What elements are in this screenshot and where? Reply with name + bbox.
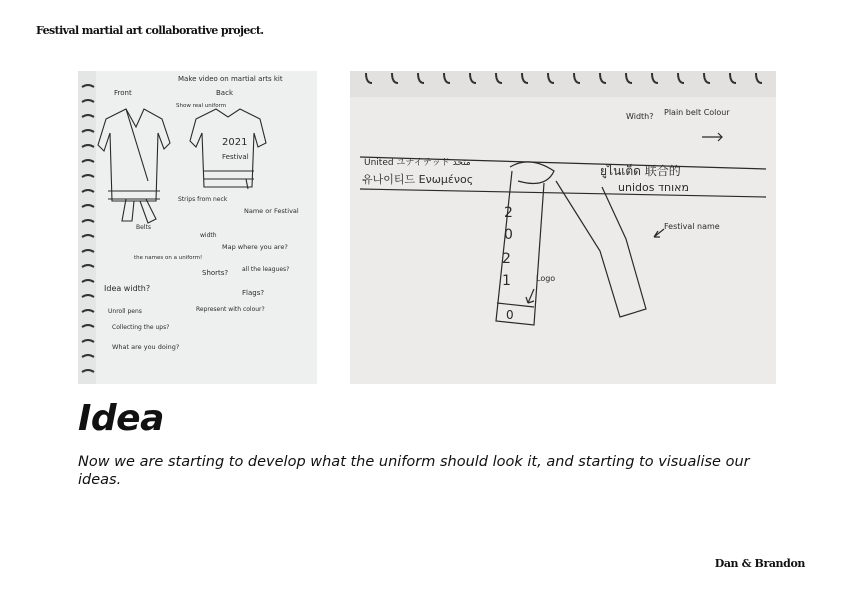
belt-sketch-drawing xyxy=(350,71,776,384)
svg-text:Show real uniform: Show real uniform xyxy=(176,103,227,109)
svg-text:0: 0 xyxy=(506,308,514,322)
svg-text:Logo: Logo xyxy=(536,274,556,283)
svg-text:What are you doing?: What are you doing? xyxy=(112,343,180,351)
svg-text:Front: Front xyxy=(114,89,132,97)
svg-text:유나이티드 Ενωμένος: 유나이티드 Ενωμένος xyxy=(362,173,474,186)
svg-text:Unroll pens: Unroll pens xyxy=(108,308,142,315)
svg-text:Flags?: Flags? xyxy=(242,289,265,297)
svg-text:1: 1 xyxy=(502,273,511,289)
svg-text:Idea width?: Idea width? xyxy=(104,284,151,293)
svg-text:Back: Back xyxy=(216,89,233,97)
svg-text:Width?: Width? xyxy=(626,112,654,121)
svg-text:Represent with colour?: Represent with colour? xyxy=(196,306,265,313)
uniform-sketch-drawing xyxy=(78,71,317,384)
svg-text:Belts: Belts xyxy=(136,224,151,231)
svg-text:width: width xyxy=(200,232,217,239)
svg-text:Shorts?: Shorts? xyxy=(202,269,229,277)
svg-text:2021: 2021 xyxy=(222,137,248,148)
document-title: Festival martial art collaborative project. xyxy=(36,24,264,37)
svg-text:Name or Festival: Name or Festival xyxy=(244,207,299,215)
svg-text:Strips from neck: Strips from neck xyxy=(178,196,228,203)
svg-text:all the leagues?: all the leagues? xyxy=(242,266,290,273)
section-heading: Idea xyxy=(78,398,164,439)
svg-text:ยูไนเต็ด 联合的: ยูไนเต็ด 联合的 xyxy=(600,164,681,178)
svg-text:Map where you are?: Map where you are? xyxy=(222,243,288,251)
svg-text:Plain belt Colour: Plain belt Colour xyxy=(664,108,730,117)
svg-text:Make video on martial arts kit: Make video on martial arts kit xyxy=(178,75,283,83)
svg-text:2: 2 xyxy=(504,205,513,221)
svg-text:United ユナイテッド متحد: United ユナイテッド متحد xyxy=(364,158,471,168)
svg-text:0: 0 xyxy=(504,227,513,243)
author-credit: Dan & Brandon xyxy=(714,557,805,570)
belt-sketch-photo xyxy=(350,71,776,384)
uniform-sketch-photo xyxy=(78,71,317,384)
svg-text:2: 2 xyxy=(502,251,511,267)
svg-text:the names on a uniform!: the names on a uniform! xyxy=(134,255,203,261)
svg-text:Festival: Festival xyxy=(222,153,249,161)
svg-text:unidos מאוחד: unidos מאוחד xyxy=(618,181,689,194)
svg-text:Collecting the ups?: Collecting the ups? xyxy=(112,324,170,331)
svg-text:Festival name: Festival name xyxy=(664,222,720,231)
section-description: Now we are starting to develop what the uniform should look it, and starting to visualise our ideas. xyxy=(78,454,750,488)
